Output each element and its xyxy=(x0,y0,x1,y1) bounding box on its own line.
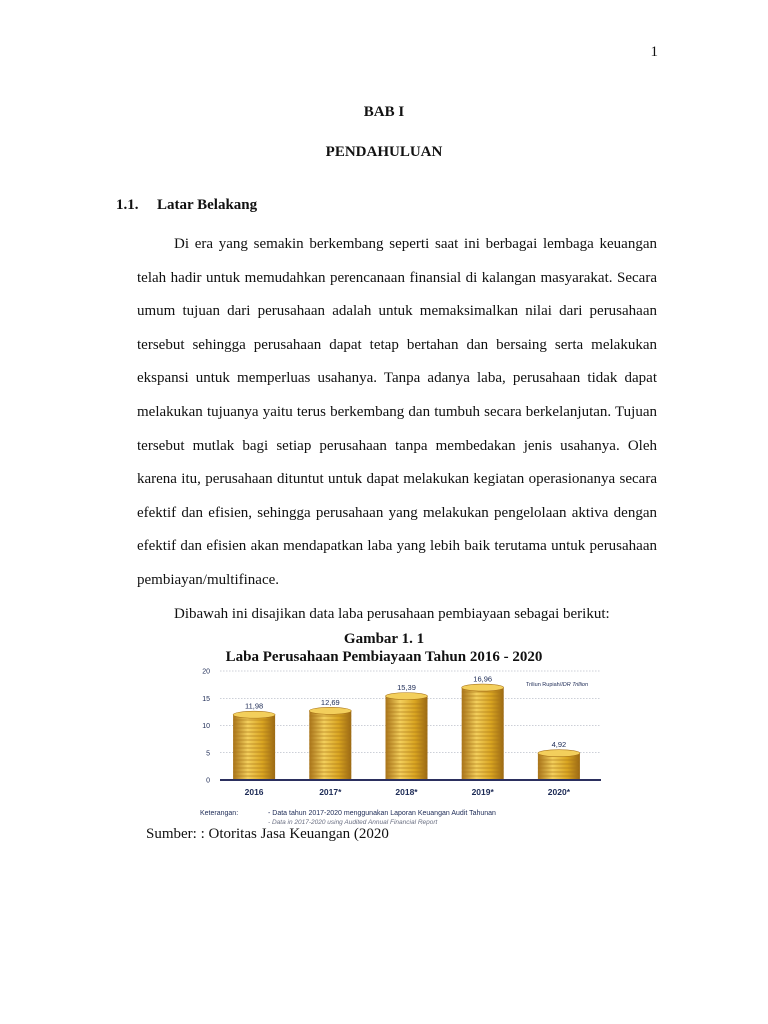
x-tick-label: 2018* xyxy=(395,787,418,797)
value-label: 15,39 xyxy=(397,683,416,693)
x-tick-label: 2016 xyxy=(244,787,264,797)
y-tick-label: 20 xyxy=(202,668,210,676)
page-number: 1 xyxy=(650,44,658,60)
note-label: Keterangan: xyxy=(200,810,239,817)
x-tick-label: 2017* xyxy=(319,787,342,797)
coin-stack-bar xyxy=(462,684,504,779)
profit-chart xyxy=(196,664,606,830)
chapter-title: PENDAHULUAN xyxy=(325,144,443,160)
body-text xyxy=(137,228,657,631)
note-line-1: - Data tahun 2017-2020 menggunakan Laporan Keuangan Audit Tahunan xyxy=(268,810,496,817)
y-tick-label: 15 xyxy=(202,695,210,703)
section-heading xyxy=(116,197,257,214)
chapter-heading: BAB I xyxy=(363,104,405,120)
x-tick-label: 2019* xyxy=(471,787,494,797)
section-title: Latar Belakang xyxy=(157,197,258,213)
y-tick-label: 5 xyxy=(206,750,210,758)
coin-stack-bar xyxy=(233,711,275,779)
value-label: 12,69 xyxy=(320,697,340,707)
x-tick-label: 2020* xyxy=(547,787,571,797)
value-label: 16,96 xyxy=(473,674,493,684)
section-number: 1.1. xyxy=(116,197,139,213)
coin-stack-bar xyxy=(309,707,351,779)
paragraph: Dibawah ini disajikan data laba perusahaan pembiayaan sebagai berikut: xyxy=(174,605,610,622)
figure-label: Gambar 1. 1 xyxy=(343,631,425,647)
paragraph: Di era yang semakin berkembang seperti saat ini berbagai lembaga keuangan telah hadir untuk memudahkan perencanaan finansial di kalangan masyarakat. Secara umum tujuan dari perusahaan adalah untuk memaksimalkan nilai dari perusahaan tersebut sehingga perusahaan dapat tetap bertahan dan bersaing serta melakukan ekspansi untuk memperluas usahanya. Tanpa adanya laba, perusahaan tidak dapat melakukan tujuanya yaitu terus berkembang dan tumbuh secara berkelanjutan. Tujuan tersebut mutlak bagi setiap perusahaan tanpa membedakan jenis usahanya. Oleh karena itu, perusahaan dituntut untuk dapat melakukan kegiatan operasionanya secara efektif dan efisien, sehingga perusahaan yang melakukan pengelolaan aktiva dengan efektif dan efisien akan mendapatkan laba yang lebih baik terutama untuk perusahaan pembiayan/multifinace. xyxy=(137,236,657,588)
figure-title: Laba Perusahaan Pembiayaan Tahun 2016 - 2020 xyxy=(225,649,543,665)
unit-label: Triliun Rupiah/IDR Trillion xyxy=(526,682,589,688)
value-label: 4,92 xyxy=(551,740,567,750)
source-note: Sumber: : Otoritas Jasa Keuangan (2020 xyxy=(146,826,389,842)
value-label: 11,98 xyxy=(244,701,264,711)
coin-stack-bar xyxy=(386,693,428,779)
coin-stack-bar xyxy=(538,750,580,779)
note-line-2: - Data in 2017-2020 using Audited Annual Financial Report xyxy=(268,819,438,826)
y-tick-label: 10 xyxy=(202,723,210,730)
y-tick-label: 0 xyxy=(206,777,210,785)
